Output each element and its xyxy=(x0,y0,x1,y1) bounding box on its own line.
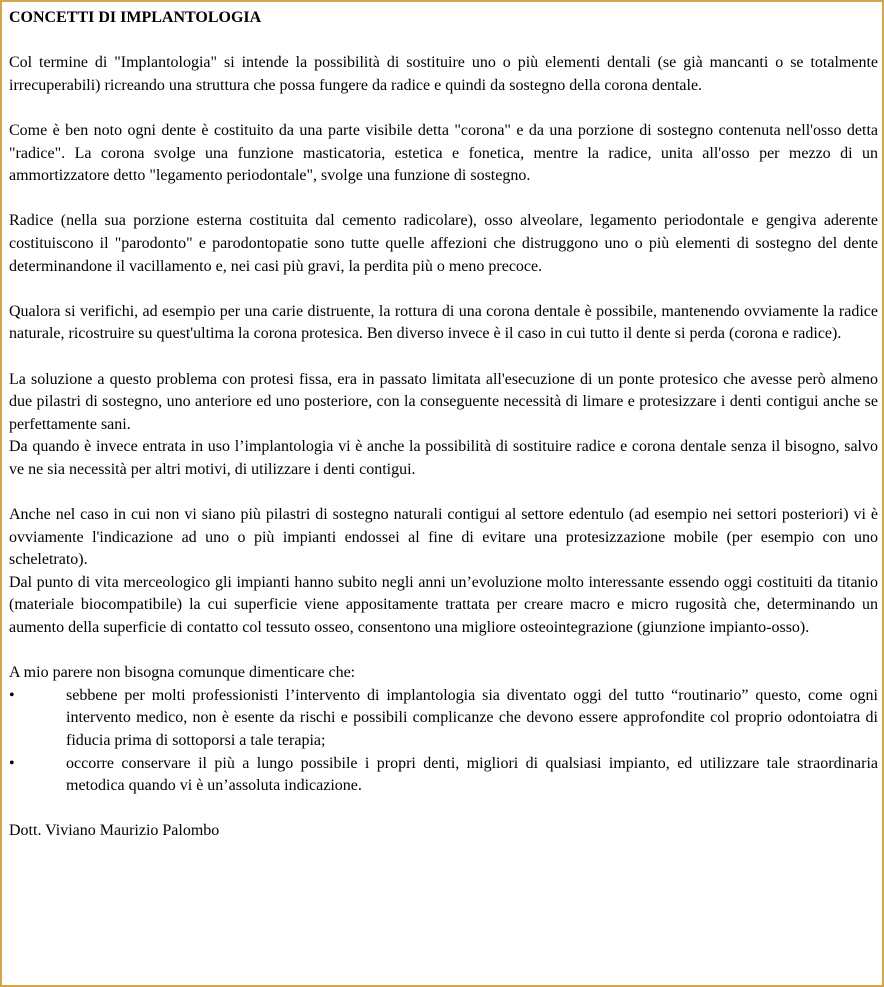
bullet-icon: • xyxy=(9,754,15,772)
paragraph-crown-fracture: Qualora si verifichi, ad esempio per una carie distruente, la rottura di una corona dentale è possibile, mantenendo ovviamente la radice naturale, ricostruire su quest'ultima la corona protesica. Ben diverso invece è il caso in cui tutto il dente si perda (corona e radice). xyxy=(9,302,878,343)
article-title: CONCETTI DI IMPLANTOLOGIA xyxy=(9,9,262,26)
spacer xyxy=(9,346,878,369)
paragraph-fixed-prosthesis: La soluzione a questo problema con protesi fissa, era in passato limitata all'esecuzione di un ponte protesico che avesse però almeno due pilastri di sostegno, uno anteriore ed uno posteriore, con la conseguente necessità di limare e protesizzare i denti contigui anche se perfettamente sani. xyxy=(9,370,878,433)
list-item xyxy=(9,685,878,753)
article-body xyxy=(2,2,882,843)
spacer xyxy=(9,798,878,821)
paragraph-implantology-use: Da quando è invece entrata in uso l’implantologia vi è anche la possibilità di sostituire radice e corona dentale senza il bisogno, salvo ve ne sia necessità per altri motivi, di utilizzare i denti contigui. xyxy=(9,438,878,478)
paragraph-titanium: Dal punto di vita merceologico gli impianti hanno subito negli anni un’evoluzione molto interessante essendo oggi costituiti da titanio (materiale biocompatibile) la cui superficie viene appositamente trattata per creare macro e micro rugosità che, determinando un aumento della superficie di contatto col tessuto osseo, consentono una migliore osteointegrazione (giunzione impianto-osso). xyxy=(9,573,878,637)
paragraph-edentulous: Anche nel caso in cui non vi siano più pilastri di sostegno naturali contigui al settore edentulo (ad esempio nei settori posteriori) vi è ovviamente l'indicazione ad uno o più impianti endossei al fine di evitare una protesizzazione mobile (per esempio con uno scheletrato). xyxy=(9,506,878,569)
author-signature: Dott. Viviano Maurizio Palombo xyxy=(9,822,220,840)
spacer xyxy=(9,278,878,301)
paragraph-definition: Col termine di "Implantologia" si intende la possibilità di sostituire uno o più elementi dentali (se già mancanti o se totalmente irrecuperabili) ricreando una struttura che possa fungere da radice e quindi da sostegno della corona dentale. xyxy=(9,54,878,94)
spacer xyxy=(9,481,878,504)
list-item-text: sebbene per molti professionisti l’intervento di implantologia sia diventato oggi del tutto “routinario” questo, come ogni intervento medico, non è esente da rischi e possibili complicanze che devono essere approfondite col proprio odontoiatra di fiducia prima di sottoporsi a tale terapia; xyxy=(66,686,878,749)
spacer xyxy=(9,97,878,120)
paragraph-tooth-structure: Come è ben noto ogni dente è costituito da una parte visibile detta "corona" e da una porzione di sostegno contenuta nell'osso detta "radice". La corona svolge una funzione masticatoria, estetica e fonetica, mentre la radice, unita all'osso per mezzo di un ammortizzatore detto "legamento periodontale", svolge una funzione di sostegno. xyxy=(9,121,878,185)
spacer xyxy=(9,640,878,663)
paragraph-parodonto: Radice (nella sua porzione esterna costituita dal cemento radicolare), osso alveolare, legamento periodontale e gengiva aderente costituiscono il "parodonto" e parodontopatie sono tutte quelle affezioni che distruggono uno o più elementi di sostegno del dente determinandone il vacillamento e, nei casi più gravi, la perdita più o meno precoce. xyxy=(9,212,878,275)
list-item xyxy=(9,753,878,798)
paragraph-opinion-intro: A mio parere non bisogna comunque dimenticare che: xyxy=(9,664,356,682)
bullet-icon: • xyxy=(9,686,15,704)
spacer xyxy=(9,30,878,53)
opinion-list xyxy=(9,685,878,798)
list-item-text: occorre conservare il più a lungo possibile i propri denti, migliori di qualsiasi impianto, ed utilizzare tale straordinaria metodica quando vi è un’assoluta indicazione. xyxy=(66,754,878,795)
spacer xyxy=(9,188,878,211)
